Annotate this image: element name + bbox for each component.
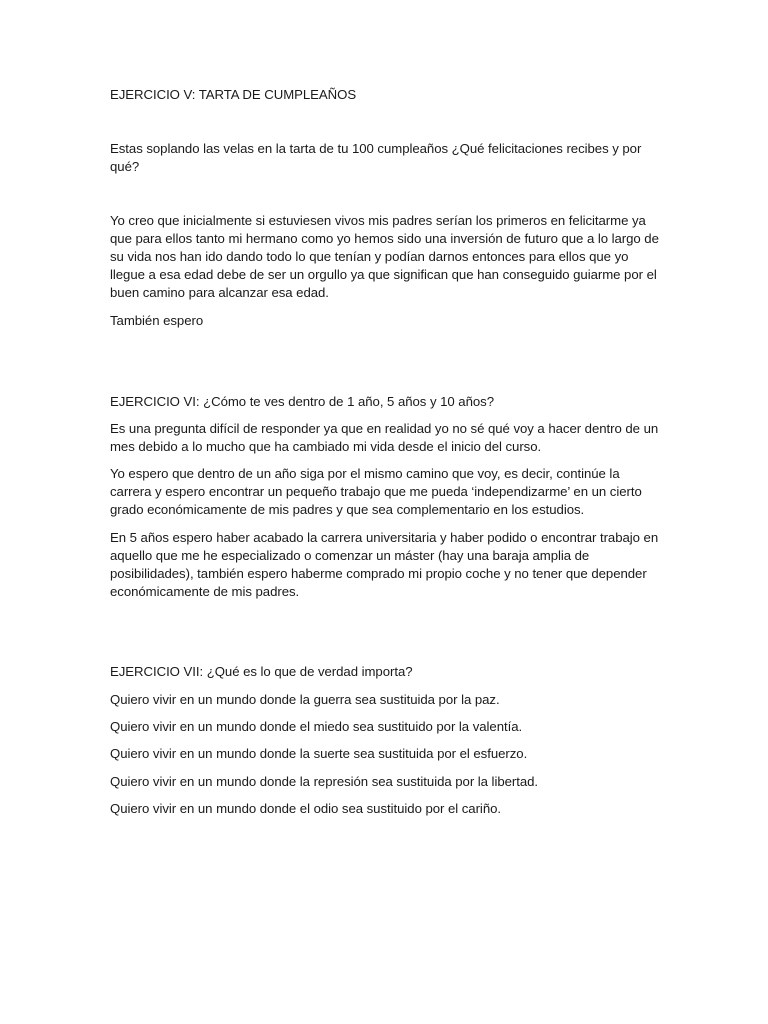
exercise-5-heading-block	[110, 86, 662, 104]
exercise-6-paragraph-1-block	[110, 420, 662, 456]
exercise-7-line: Quiero vivir en un mundo donde la suerte sea sustituida por el esfuerzo.	[110, 746, 528, 761]
exercise-6-heading-block	[110, 393, 662, 411]
exercise-6-paragraph-2-block	[110, 465, 662, 519]
exercise-6-paragraph-2: Yo espero que dentro de un año siga por el mismo camino que voy, es decir, continúe la carrera y espero encontrar un pequeño trabajo que me pueda ‘independizarme’ en un cierto grado económicamente de mis padres y que sea complementario en los estudios.	[110, 466, 642, 517]
exercise-7-heading: EJERCICIO VII: ¿Qué es lo que de verdad importa?	[110, 664, 413, 679]
exercise-7-line: Quiero vivir en un mundo donde la guerra sea sustituida por la paz.	[110, 692, 500, 707]
exercise-6-paragraph-3: En 5 años espero haber acabado la carrera universitaria y haber podido o encontrar trabajo en aquello que me he especializado o comenzar un máster (hay una baraja amplia de posibilidades), también espero haberme comprado mi propio coche y no tener que depender económicamente de mis padres.	[110, 530, 659, 599]
exercise-5-answer-2: También espero	[110, 313, 204, 328]
exercise-7-line-5-block	[110, 800, 662, 818]
exercise-5-question: Estas soplando las velas en la tarta de tu 100 cumpleaños ¿Qué felicitaciones recibes y por qué?	[110, 141, 642, 174]
exercise-7-heading-block	[110, 663, 662, 681]
exercise-6-heading: EJERCICIO VI: ¿Cómo te ves dentro de 1 año, 5 años y 10 años?	[110, 394, 494, 409]
exercise-5-question-block	[110, 140, 662, 176]
exercise-5-heading: EJERCICIO V: TARTA DE CUMPLEAÑOS	[110, 87, 357, 102]
exercise-7-line-2-block	[110, 718, 662, 736]
exercise-7-line-3-block	[110, 745, 662, 763]
exercise-5-answer-block	[110, 212, 662, 302]
exercise-7-line-1-block	[110, 691, 662, 709]
exercise-7-line: Quiero vivir en un mundo donde el miedo sea sustituido por la valentía.	[110, 719, 523, 734]
exercise-6-paragraph-3-block	[110, 529, 662, 601]
exercise-5-answer: Yo creo que inicialmente si estuviesen vivos mis padres serían los primeros en felicitarme ya que para ellos tanto mi hermano como yo hemos sido una inversión de futuro que a lo largo de su vida nos han ido dando todo lo que tenían y podían darnos entonces para ellos que yo llegue a esa edad debe de ser un orgullo ya que significan que han conseguido guiarme por el buen camino para alcanzar esa edad.	[110, 213, 659, 300]
exercise-7-line: Quiero vivir en un mundo donde la represión sea sustituida por la libertad.	[110, 774, 539, 789]
exercise-7-line: Quiero vivir en un mundo donde el odio sea sustituido por el cariño.	[110, 801, 501, 816]
exercise-6-paragraph-1: Es una pregunta difícil de responder ya que en realidad yo no sé qué voy a hacer dentro de un mes debido a lo mucho que ha cambiado mi vida desde el inicio del curso.	[110, 421, 659, 454]
exercise-7-line-4-block	[110, 773, 662, 791]
exercise-5-answer-2-block	[110, 312, 662, 330]
